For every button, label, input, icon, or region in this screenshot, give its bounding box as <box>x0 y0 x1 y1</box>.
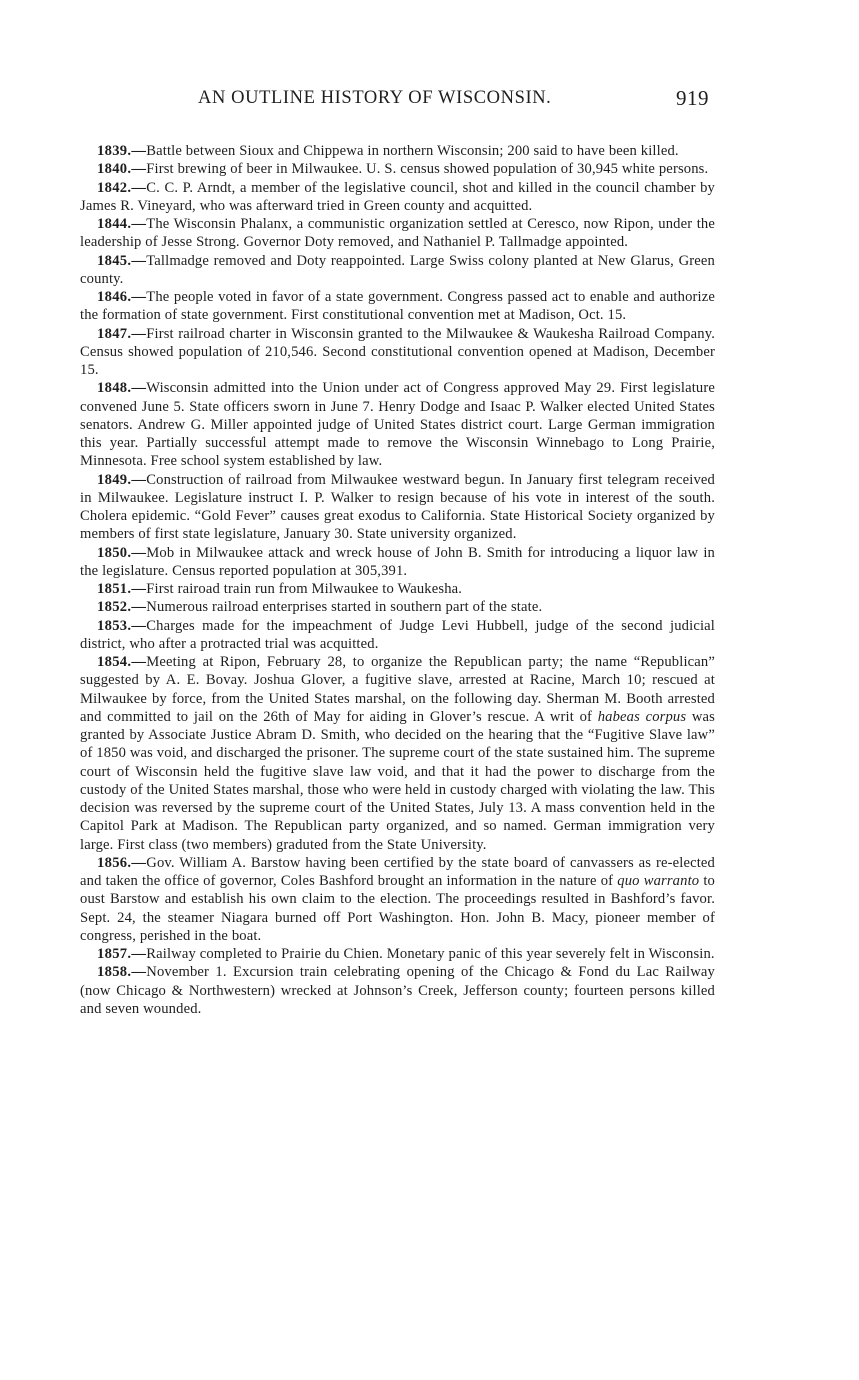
entry-year: 1846. <box>97 289 132 305</box>
entry-dash: — <box>131 471 147 488</box>
entry-dash: — <box>131 216 147 232</box>
entry-text: November 1. Excursion train celebrating opening of the Chicago & Fond du Lac Railway (now Chicago & Northwestern) wrecked at Johnson’s Creek, Jefferson county; fourteen persons killed and seven wounded. <box>80 964 715 1017</box>
entry-text: The people voted in favor of a state government. Congress passed act to enable and authorize the formation of state government. First constitutional convention met at Madison, Oct. 15. <box>80 289 715 324</box>
entry-year: 1844. <box>97 216 132 232</box>
page-number: 919 <box>676 86 709 110</box>
entry-dash: — <box>131 179 147 196</box>
entry-text: First railroad charter in Wisconsin granted to the Milwaukee & Waukesha Railroad Company. Census showed population of 210,546. Second constitutional convention opened at Madison, December 15. <box>80 325 715 378</box>
entry-text: First rairoad train run from Milwaukee to Waukesha. <box>146 581 463 597</box>
entry-text: C. C. P. Arndt, a member of the legislative council, shot and killed in the council chamber by James R. Vineyard, who was afterward tried in Green county and acquitted. <box>80 179 715 214</box>
entry-text: Gov. William A. Barstow having been certified by the state board of canvassers as re-elected and taken the office of governor, Coles Bashford brought an information in the nature of <box>80 854 715 889</box>
entry-dash: — <box>131 289 147 305</box>
entry-dash: — <box>131 946 147 962</box>
entry-text: was granted by Associate Justice Abram D. Smith, who decided on the hearing that the “Fugitive Slave law” of 1850 was void, and discharged the prisoner. The supreme court of the state sustained him. The supreme court of Wisconsin held the fugitive slave law void, and that it had the power to discharge from the custody of the United States marshal, those who were held in custody charged with violating the law. This decision was reversed by the supreme court of the United States, July 13. A mass convention held in the Capitol Park at Madison. The Republican party organized, and so named. German immigration very large. First class (two members) graduted from the State University. <box>80 708 716 853</box>
entry-text: First brewing of beer in Milwaukee. U. S. census showed population of 30,945 white persons. <box>146 161 709 178</box>
entry-year: 1858. <box>97 964 132 981</box>
entry-dash: — <box>131 380 147 397</box>
entry-text: Mob in Milwaukee attack and wreck house of John B. Smith for introducing a liquor law in the legislature. Census reported population at 305,391. <box>80 544 715 579</box>
entry-text: Tallmadge removed and Doty reappointed. Large Swiss colony planted at New Glarus, Green county. <box>80 252 715 287</box>
entry-year: 1856. <box>97 854 132 871</box>
entry-dash: — <box>131 252 147 269</box>
entry-dash: — <box>131 617 147 634</box>
chronology-entries <box>80 142 715 1018</box>
chronology-entry <box>80 142 715 160</box>
chronology-entry <box>80 215 715 252</box>
entry-text: Charges made for the impeachment of Judge Levi Hubbell, judge of the second judicial district, who after a protracted trial was acquitted. <box>80 617 715 652</box>
chronology-entry <box>80 580 715 598</box>
entry-dash: — <box>131 854 147 871</box>
chronology-entry <box>80 471 715 544</box>
entry-year: 1840. <box>97 161 132 178</box>
entry-year: 1851. <box>97 581 132 597</box>
entry-text: Construction of railroad from Milwaukee westward begun. In January first telegram received in Milwaukee. Legislature instruct I. P. Walker to resign because of his vote in interest of the south. Cholera epidemic. “Gold Fever” causes great exodus to California. State Historical Society organized by members of first state legislature, January 30. State university organized. <box>80 471 715 543</box>
chronology-entry <box>80 617 715 654</box>
entry-year: 1852. <box>97 599 132 616</box>
entry-year: 1847. <box>97 325 132 342</box>
latin-term: habeas corpus <box>597 708 687 725</box>
entry-year: 1842. <box>97 179 132 196</box>
running-head <box>0 88 859 114</box>
entry-dash: — <box>131 581 147 597</box>
chronology-entry <box>80 945 715 963</box>
chronology-entry <box>80 963 715 1018</box>
entry-year: 1845. <box>97 252 132 269</box>
entry-dash: — <box>131 599 147 616</box>
entry-year: 1857. <box>97 946 132 962</box>
entry-text: Wisconsin admitted into the Union under act of Congress approved May 29. First legislature convened June 5. State officers sworn in June 7. Henry Dodge and Isaac P. Walker elected United States senators. Andrew G. Miller appointed judge of United States district court. Large German immigration this year. Partially successful attempt made to remove the Wisconsin Winnebago to Long Prairie, Minnesota. Free school system established by law. <box>80 380 715 470</box>
entry-dash: — <box>131 654 147 670</box>
entry-text: to oust Barstow and establish his own claim to the election. The proceedings resulted in Bashford’s favor. Sept. 24, the steamer Niagara burned off Port Washington. Hon. John B. Macy, pioneer member of congress, perished in the boat. <box>80 873 715 944</box>
entry-year: 1850. <box>97 544 132 561</box>
chronology-entry <box>80 179 715 216</box>
entry-text: Meeting at Ripon, February 28, to organize the Republican party; the name “Republican” suggested by A. E. Bovay. Joshua Glover, a fugitive slave, arrested at Racine, March 10; rescued at Milwaukee by force, from the United States marshal, on the following day. Sherman M. Booth arrested and committed to jail on the 26th of May for aiding in Glover’s rescue. A writ of <box>80 654 715 725</box>
chronology-entry <box>80 854 715 945</box>
chronology-entry <box>80 160 715 178</box>
entry-dash: — <box>131 161 147 178</box>
entry-dash: — <box>131 143 147 159</box>
chronology-entry <box>80 598 715 616</box>
entry-dash: — <box>131 325 147 342</box>
chronology-entry <box>80 288 715 325</box>
entry-year: 1849. <box>97 471 132 488</box>
latin-term: quo warranto <box>617 873 700 889</box>
entry-year: 1854. <box>97 654 132 670</box>
entry-text: Railway completed to Prairie du Chien. Monetary panic of this year severely felt in Wisconsin. <box>146 946 715 962</box>
entry-text: The Wisconsin Phalanx, a communistic organization settled at Ceresco, now Ripon, under the leadership of Jesse Strong. Governor Doty removed, and Nathaniel P. Tallmadge appointed. <box>80 216 715 251</box>
chronology-entry <box>80 653 715 854</box>
entry-dash: — <box>131 544 147 561</box>
entry-year: 1848. <box>97 380 132 397</box>
running-title: AN OUTLINE HISTORY OF WISCONSIN. <box>198 88 552 108</box>
entry-text: Battle between Sioux and Chippewa in northern Wisconsin; 200 said to have been killed. <box>146 143 679 159</box>
chronology-entry <box>80 544 715 581</box>
entry-dash: — <box>131 964 147 981</box>
chronology-entry <box>80 379 715 470</box>
entry-year: 1839. <box>97 143 132 159</box>
entry-text: Numerous railroad enterprises started in southern part of the state. <box>146 599 543 616</box>
entry-year: 1853. <box>97 617 132 634</box>
chronology-entry <box>80 252 715 289</box>
chronology-entry <box>80 325 715 380</box>
